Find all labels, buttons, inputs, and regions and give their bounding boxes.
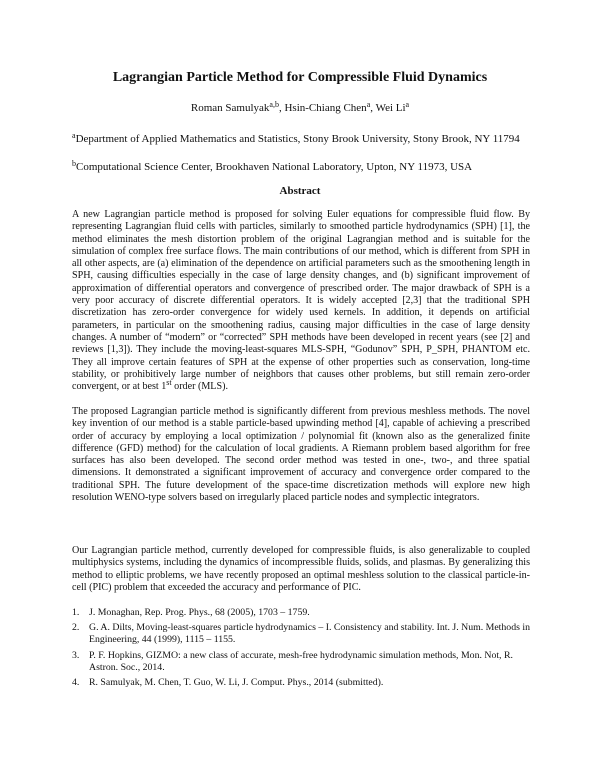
reference-item <box>72 607 530 619</box>
author-affiliation-mark: a,b <box>269 100 279 109</box>
affiliation-text: Department of Applied Mathematics and Statistics, Stony Brook University, Stony Brook, NY 11794 <box>75 133 520 145</box>
author-name: Wei Li <box>375 102 406 114</box>
reference-number: 1. <box>72 607 80 618</box>
author-affiliation-mark: a <box>366 100 371 109</box>
reference-number: 3. <box>72 649 80 661</box>
affiliation <box>72 132 542 146</box>
reference-number: 2. <box>72 622 80 634</box>
author-separator: , <box>278 102 285 114</box>
paragraph-text: A new Lagrangian particle method is proposed for solving Euler equations for compressible fluid flow. By representing Lagrangian fluid cells with particles, similarly to smoothed particle hydrodynamics (SPH) [1], the method eliminates the mesh distortion problem of the original Lagrangian method and is suitable for the simulation of complex free surface flows. The main contributions of our method, which is different from SPH in all other aspects, are (a) elimination of the dependence on artificial parameters such as the smoothening length in SPH, causing difficulties especially in the case of large density changes, and (b) significant improvement of approximation of differential operators and convergence of prescribed order. The major drawback of SPH is a very poor accuracy of discrete differential operators. It is widely accepted [2,3] that the traditional SPH discretization has zero-order convergence for widely used kernels. In addition, it depends on artificial parameters, in particular on the smoothening radius, causing major difficulties in the case of large density changes. A number of “modern” or “corrected” SPH methods have been developed in recent years (see [2] and reviews [1,3]). They include the moving-least-squares MLS-SPH, “Godunov” SPH, P_SPH, PHANTOM etc. They all improve certain features of SPH at the expense of other properties such as conservation, long-time stability, or prohibitively large number of neighbors that causes other problems, but still remain zero-order convergent, or at best 1 <box>72 209 530 393</box>
ordinal-superscript: st <box>166 378 172 388</box>
abstract-heading: Abstract <box>279 185 321 197</box>
reference-item <box>72 622 530 646</box>
affiliation-text: Computational Science Center, Brookhaven National Laboratory, Upton, NY 11973, USA <box>76 161 473 173</box>
affiliation-mark: a <box>72 131 76 140</box>
author-list <box>60 101 540 115</box>
abstract-paragraph-2: The proposed Lagrangian particle method is significantly different from previous meshless methods. The novel key invention of our method is a stable particle-based upwinding method [4], capable of achieving a prescribed order of accuracy by employing a local optimization / polynomial fit (known also as the generalized finite difference (GFD) method) for the calculation of local gradients. A Riemann problem based algorithm for free surfaces has also been developed. The second order method was tested in one-, two-, and three spatial dimensions. It demonstrated a significant improvement of accuracy and convergence order compared to the traditional SPH. The future development of the space-time discretization methods will explore new high resolution WENO-type solvers based on irregularly placed particle nodes and symplectic integrators. <box>72 406 530 504</box>
author-affiliation-mark: a <box>405 100 410 109</box>
reference-item <box>72 677 530 689</box>
reference-text: R. Samulyak, M. Chen, T. Guo, W. Li, J. Comput. Phys., 2014 (submitted). <box>89 677 384 689</box>
affiliation-mark: b <box>72 159 76 168</box>
affiliation <box>72 160 542 174</box>
abstract-paragraph-3: Our Lagrangian particle method, currently developed for compressible fluids, is also generalizable to coupled multiphysics systems, including the dynamics of incompressible fluids, solids, and plasmas. By generalizing this method to elliptic problems, we have recently proposed an optimal meshless solution to the classical particle-in-cell (PIC) problem that exceeded the accuracy and performance of PIC. <box>72 545 530 593</box>
author-separator: , <box>370 102 376 114</box>
reference-text: P. F. Hopkins, GIZMO: a new class of accurate, mesh-free hydrodynamic simulation methods, Mon. Not, R. Astron. Soc., 2014. <box>89 649 513 673</box>
author-name: Roman Samulyak <box>190 102 270 114</box>
author-name: Hsin-Chiang Chen <box>284 102 367 114</box>
reference-text: J. Monaghan, Rep. Prog. Phys., 68 (2005), 1703 – 1759. <box>89 607 310 618</box>
paragraph-text-tail: order (MLS). <box>171 381 228 393</box>
paper-title: Lagrangian Particle Method for Compressible Fluid Dynamics <box>112 70 488 85</box>
reference-item <box>72 650 530 674</box>
reference-list <box>72 607 530 692</box>
reference-number: 4. <box>72 677 80 689</box>
reference-text: G. A. Dilts, Moving-least-squares particle hydrodynamics – I. Consistency and stability. Int. J. Num. Methods in Engineering, 44 (1999), 1115 – 1155. <box>89 622 530 646</box>
abstract-paragraph-1 <box>72 209 530 393</box>
